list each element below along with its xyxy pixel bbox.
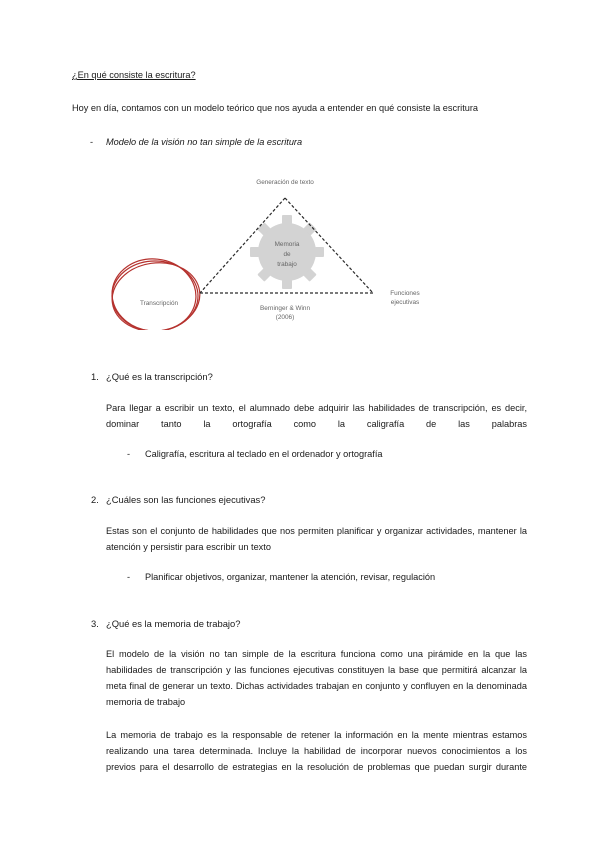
question-2-title: ¿Cuáles son las funciones ejecutivas?: [106, 494, 266, 505]
question-3-paragraph-1: El modelo de la visión no tan simple de la escritura funciona como una pirámide en la que las habilidades de transcripción y las funciones ejecutivas constituyen la base que permitirá alcanzar la meta final de generar un texto. Dichas actividades trabajan en conjunto y confluyen en la denominada memoria de trabajo: [106, 649, 527, 707]
diagram-bottom-label-1: Berninger & Winn: [259, 305, 311, 312]
question-1-paragraph: Para llegar a escribir un texto, el alumnado debe adquirir las habilidades de transcripción, es decir, dominar tanto la ortografía como la caligrafía de las palabras: [106, 403, 527, 429]
diagram-center-label-1: Memoria: [274, 241, 300, 248]
section-title: ¿En qué consiste la escritura?: [72, 70, 196, 80]
diagram-left-label: Transcripción: [139, 300, 179, 307]
intro-text: Hoy en día, contamos con un modelo teórico que nos ayuda a entender en qué consiste la escritura: [72, 103, 479, 113]
question-1-title: ¿Qué es la transcripción?: [106, 371, 213, 382]
question-1-bullet-text: Caligrafía, escritura al teclado en el ordenador y ortografía: [145, 449, 383, 459]
question-3-paragraph-2: La memoria de trabajo es la responsable de retener la información en la mente mientras estamos realizando una tarea determinada. Incluye la habilidad de incorporar nuevos conocimientos a los previos para el desarrollo de estrategias en la resolución de problemas que puedan surgir durante: [106, 730, 527, 772]
model-bullet-dash: -: [90, 137, 94, 147]
question-2-number: 2.: [91, 494, 99, 505]
question-2-bullet-dash: -: [127, 572, 131, 582]
diagram-center-label-2: de: [283, 251, 291, 258]
question-1-bullet-dash: -: [127, 449, 131, 459]
question-2-paragraph: Estas son el conjunto de habilidades que nos permiten planificar y organizar actividades, mantener la atención y persistir para escribir un texto: [106, 526, 527, 552]
question-3-number: 3.: [91, 618, 99, 629]
diagram-right-label-1: Funciones: [390, 290, 420, 297]
diagram-right-label-2: ejecutivas: [390, 299, 420, 306]
question-2-bullet-text: Planificar objetivos, organizar, mantener la atención, revisar, regulación: [145, 572, 436, 582]
question-3-title: ¿Qué es la memoria de trabajo?: [106, 618, 241, 629]
transcription-circle: [108, 255, 205, 330]
question-1-number: 1.: [91, 371, 99, 382]
diagram-center-label-3: trabajo: [277, 261, 297, 268]
writing-model-diagram: [105, 168, 435, 330]
diagram-bottom-label-2: (2006): [275, 314, 295, 321]
diagram-top-label: Generación de texto: [256, 179, 314, 186]
model-bullet-text: Modelo de la visión no tan simple de la escritura: [106, 137, 303, 147]
